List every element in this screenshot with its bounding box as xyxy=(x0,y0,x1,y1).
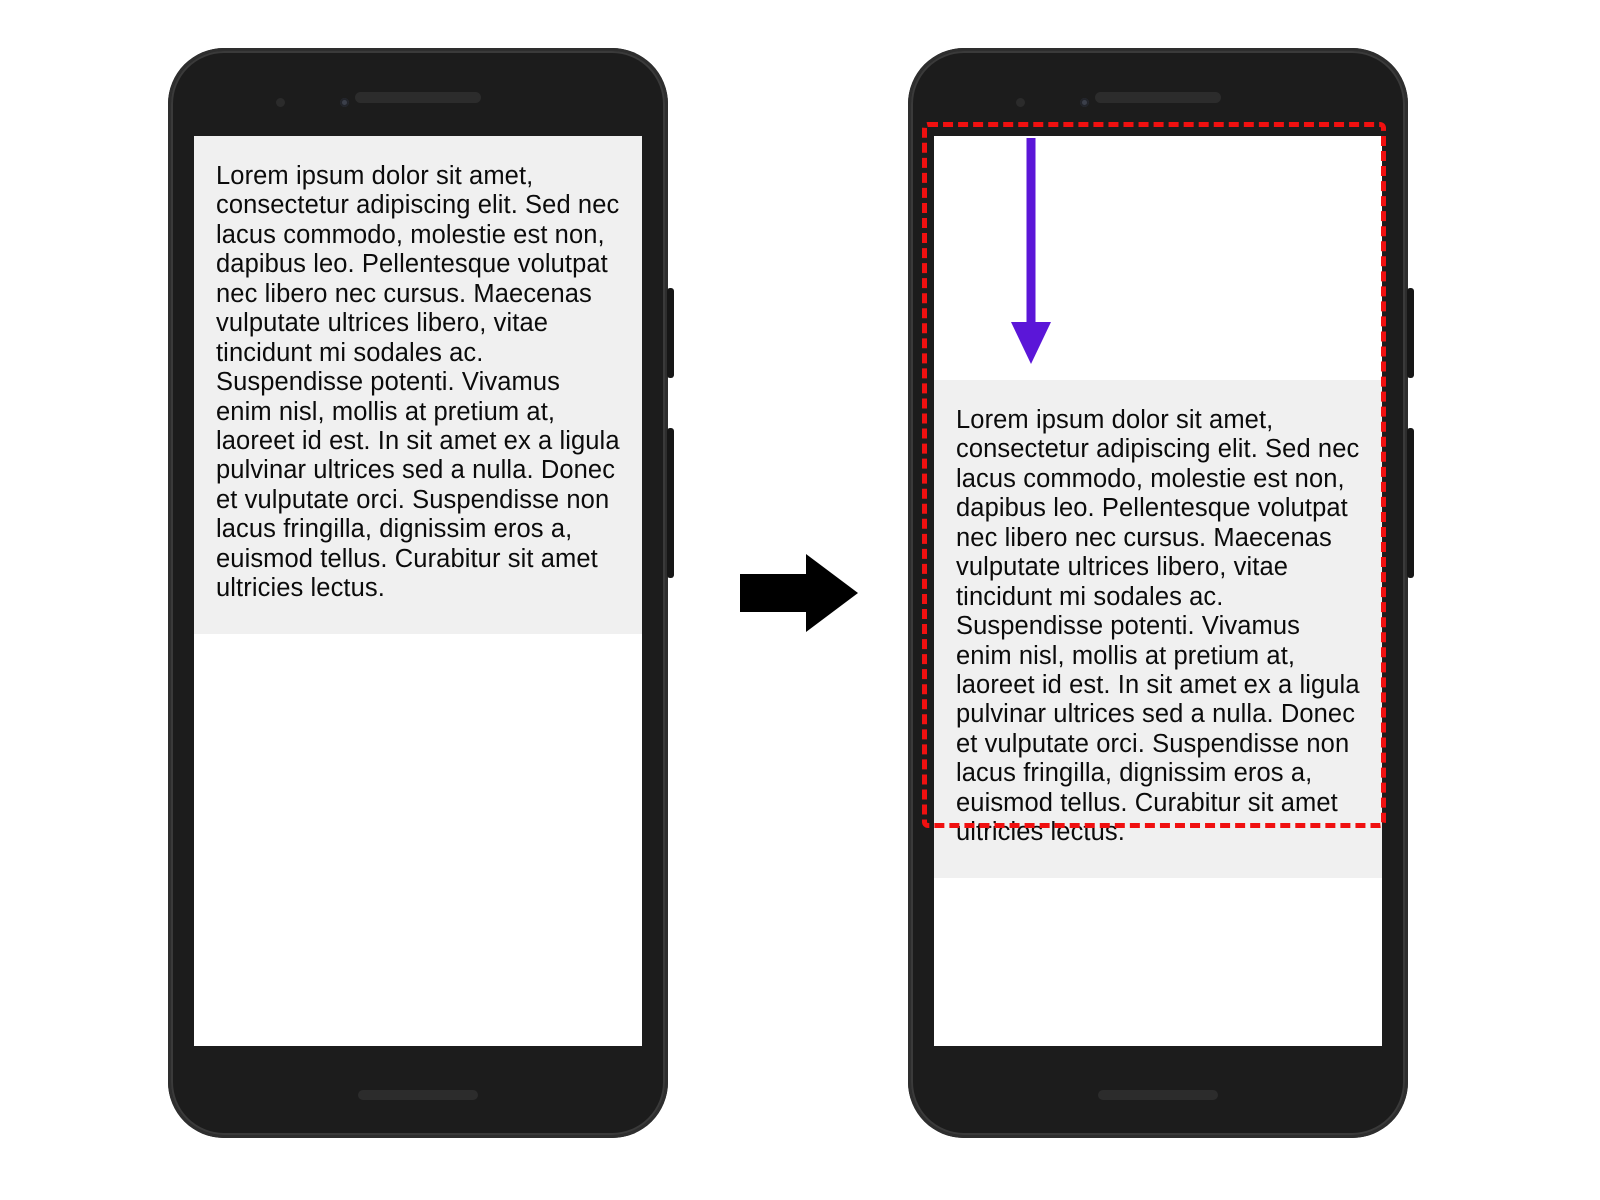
right-arrow-icon xyxy=(740,548,860,638)
volume-button[interactable] xyxy=(667,428,674,578)
front-camera-icon xyxy=(1080,98,1089,107)
content-text-block: Lorem ipsum dolor sit amet, consectetur adipiscing elit. Sed nec lacus commodo, molestie est non, dapibus leo. Pellentesque volutpat nec libero nec cursus. Maecenas vulputate ultrices libero, vitae tincidunt mi sodales ac. Suspendisse potenti. Vivamus enim nisl, mollis at pretium at, laoreet id est. In sit amet ex a ligula pulvinar ultrices sed a nulla. Donec et vulputate orci. Suspendisse non lacus fringilla, dignissim eros a, euismod tellus. Curabitur sit amet ultricies lectus. xyxy=(194,136,642,634)
earpiece-speaker-icon xyxy=(355,92,481,103)
phone-after xyxy=(908,48,1408,1138)
content-text-block: Lorem ipsum dolor sit amet, consectetur adipiscing elit. Sed nec lacus commodo, molestie est non, dapibus leo. Pellentesque volutpat nec libero nec cursus. Maecenas vulputate ultrices libero, vitae tincidunt mi sodales ac. Suspendisse potenti. Vivamus enim nisl, mollis at pretium at, laoreet id est. In sit amet ex a ligula pulvinar ultrices sed a nulla. Donec et vulputate orci. Suspendisse non lacus fringilla, dignissim eros a, euismod tellus. Curabitur sit amet ultricies lectus. xyxy=(934,380,1382,878)
phone-before xyxy=(168,48,668,1138)
power-button[interactable] xyxy=(667,288,674,378)
down-arrow-icon xyxy=(995,136,1067,366)
power-button[interactable] xyxy=(1407,288,1414,378)
front-camera-icon xyxy=(340,98,349,107)
phone-bottom-bar xyxy=(934,1078,1382,1118)
bottom-speaker-icon xyxy=(1098,1090,1218,1100)
volume-button[interactable] xyxy=(1407,428,1414,578)
phone-top-bar xyxy=(194,74,642,130)
proximity-sensor-icon xyxy=(1016,98,1025,107)
bottom-speaker-icon xyxy=(358,1090,478,1100)
phone-bottom-bar xyxy=(194,1078,642,1118)
phone-before-screen[interactable] xyxy=(194,136,642,1046)
proximity-sensor-icon xyxy=(276,98,285,107)
earpiece-speaker-icon xyxy=(1095,92,1221,103)
phone-top-bar xyxy=(934,74,1382,130)
